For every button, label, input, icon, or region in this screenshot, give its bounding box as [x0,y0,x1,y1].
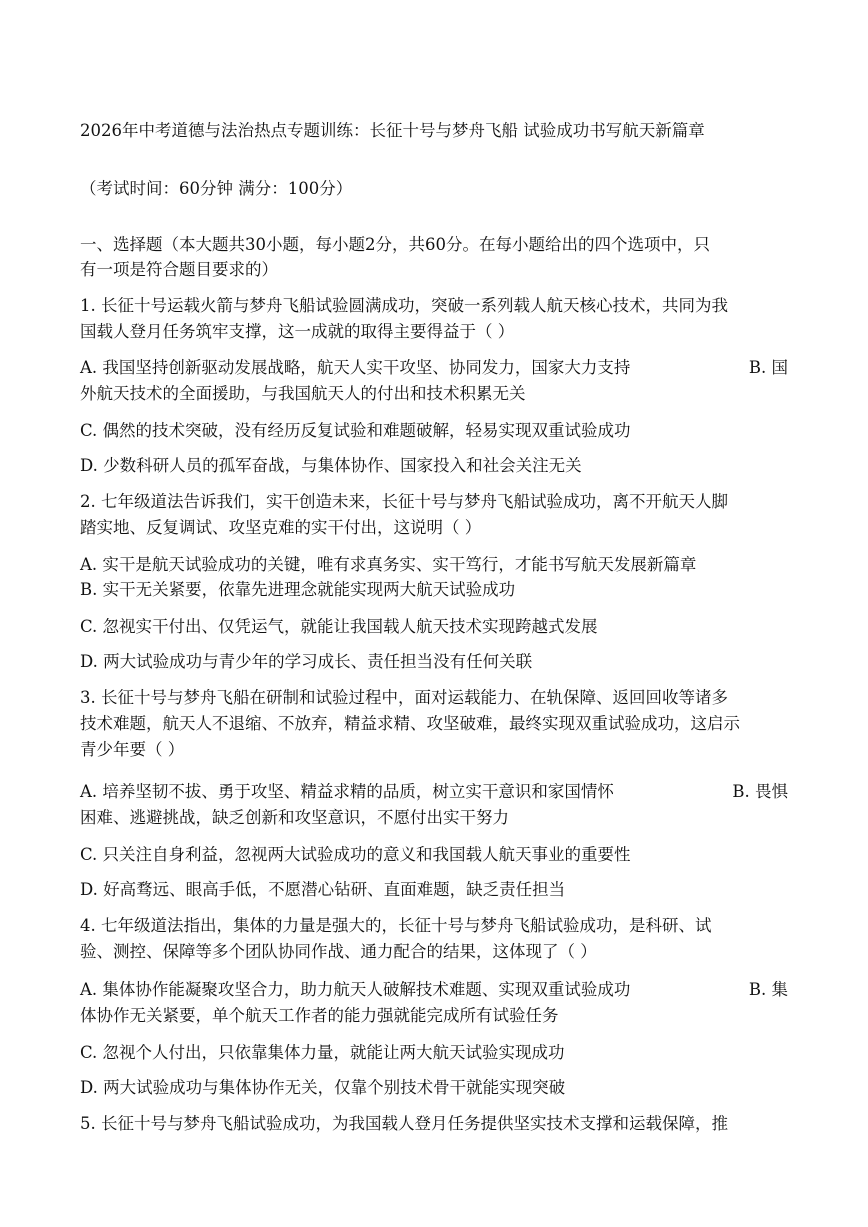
question-1-option-d: D. 少数科研人员的孤军奋战，与集体协作、国家投入和社会关注无关 [80,456,582,475]
question-4-option-c: C. 忽视个人付出，只依靠集体力量，就能让两大航天试验实现成功 [80,1043,565,1062]
question-4-stem-line-2: 验、测控、保障等多个团队协同作战、通力配合的结果，这体现了（ ） [80,942,597,961]
question-1-option-b-rest: 外航天技术的全面援助，与我国航天人的付出和技术积累无关 [80,384,526,403]
question-4-option-d: D. 两大试验成功与集体协作无关，仅靠个别技术骨干就能实现突破 [80,1078,566,1097]
question-4-option-a: A. 集体协作能凝聚攻坚合力，助力航天人破解技术难题、实现双重试验成功 [80,980,631,999]
question-3-option-c: C. 只关注自身利益，忽视两大试验成功的意义和我国载人航天事业的重要性 [80,845,631,864]
question-1-option-c: C. 偶然的技术突破，没有经历反复试验和难题破解，轻易实现双重试验成功 [80,421,631,440]
question-3-option-b-rest: 困难、逃避挑战，缺乏创新和攻坚意识，不愿付出实干努力 [80,808,509,827]
section-heading-line-2: 有一项是符合题目要求的） [80,260,278,279]
question-5-stem-line-1: 5. 长征十号与梦舟飞船试验成功，为我国载人登月任务提供坚实技术支撑和运载保障，推 [80,1114,728,1133]
question-1-options-ab [80,356,788,380]
question-3-stem-line-1: 3. 长征十号与梦舟飞船在研制和试验过程中，面对运载能力、在轨保障、返回回收等诸多 [80,688,728,707]
section-heading-line-1: 一、选择题（本大题共30小题，每小题2分，共60分。在每小题给出的四个选项中，只 [80,235,710,254]
exam-info: （考试时间：60分钟 满分：100分） [80,179,353,198]
document-title: 2026年中考道德与法治热点专题训练：长征十号与梦舟飞船 试验成功书写航天新篇章 [80,121,705,140]
question-4-options-ab [80,978,788,1002]
question-3-stem-line-3: 青少年要（ ） [80,740,185,759]
question-1-stem-line-1: 1. 长征十号运载火箭与梦舟飞船试验圆满成功，突破一系列载人航天核心技术，共同为我 [80,296,728,315]
question-2-option-a: A. 实干是航天试验成功的关键，唯有求真务实、实干笃行，才能书写航天发展新篇章 [80,555,697,574]
question-3-stem-line-2: 技术难题，航天人不退缩、不放弃，精益求精、攻坚破难，最终实现双重试验成功，这启示 [80,714,740,733]
question-3-options-ab [80,780,788,804]
question-4-stem-line-1: 4. 七年级道法指出，集体的力量是强大的，长征十号与梦舟飞船试验成功，是科研、试 [80,916,712,935]
question-2-stem-line-1: 2. 七年级道法告诉我们，实干创造未来，长征十号与梦舟飞船试验成功，离不开航天人脚 [80,492,728,511]
question-1-option-b-start: B. 国 [748,358,788,377]
question-4-option-b-rest: 体协作无关紧要，单个航天工作者的能力强就能完成所有试验任务 [80,1006,559,1025]
question-3-option-d: D. 好高骛远、眼高手低，不愿潜心钻研、直面难题，缺乏责任担当 [80,880,566,899]
question-2-stem-line-2: 踏实地、反复调试、攻坚克难的实干付出，这说明（ ） [80,518,482,537]
question-1-stem-line-2: 国载人登月任务筑牢支撑，这一成就的取得主要得益于（ ） [80,322,515,341]
question-2-option-d: D. 两大试验成功与青少年的学习成长、责任担当没有任何关联 [80,652,533,671]
question-2-option-c: C. 忽视实干付出、仅凭运气，就能让我国载人航天技术实现跨越式发展 [80,617,598,636]
question-4-option-b-start: B. 集 [748,980,788,999]
question-3-option-b-start: B. 畏惧 [732,782,788,801]
question-3-option-a: A. 培养坚韧不拔、勇于攻坚、精益求精的品质，树立实干意识和家国情怀 [80,782,614,801]
question-2-option-b: B. 实干无关紧要，依靠先进理念就能实现两大航天试验成功 [80,580,516,599]
question-1-option-a: A. 我国坚持创新驱动发展战略，航天人实干攻坚、协同发力，国家大力支持 [80,358,631,377]
